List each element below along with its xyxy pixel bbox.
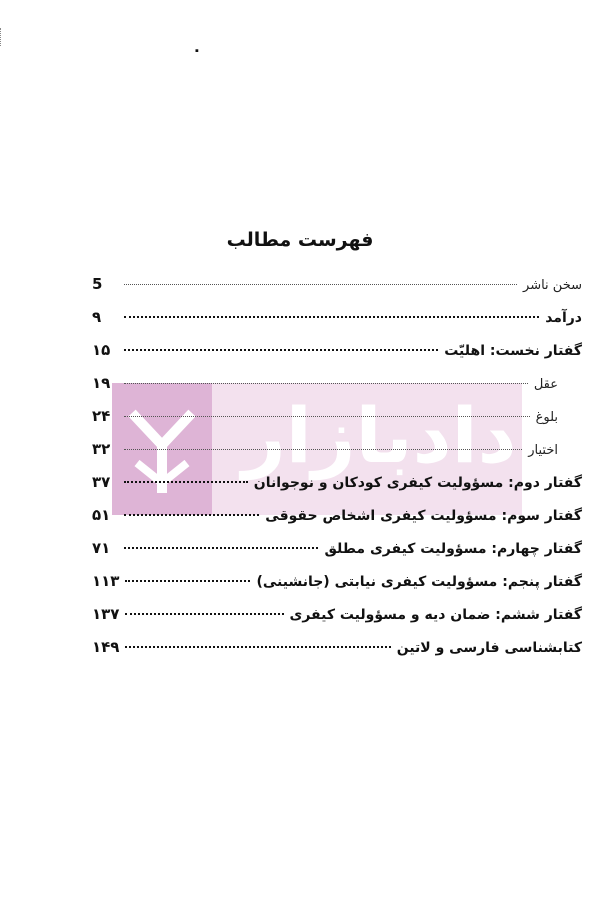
- toc-leader-dots: [124, 383, 528, 384]
- toc-title: فهرست مطالب: [226, 228, 374, 251]
- toc-entry[interactable]: [92, 308, 582, 341]
- toc-entry[interactable]: [92, 638, 582, 671]
- toc-entry-page: ۱۹: [92, 374, 111, 392]
- toc-leader-dots: [124, 316, 539, 318]
- toc-entry-label: گفتار نخست: اهلیّت: [444, 343, 582, 359]
- toc-entry[interactable]: [92, 506, 582, 539]
- toc-entry-page: ۱۵: [92, 341, 111, 359]
- toc-leader-dots: [124, 416, 530, 417]
- toc-entry-label: عقل: [533, 377, 558, 392]
- toc-leader-dots: [124, 547, 318, 549]
- page-edge-mark: [0, 28, 4, 46]
- toc-entry-page: ۱۳۷: [92, 605, 120, 623]
- watermark-text: دادبازار: [242, 391, 517, 480]
- toc-entry-label: گفتار پنجم: مسؤولیت کیفری نیابتی (جانشینی): [256, 574, 582, 590]
- toc-entry-page: ۲۴: [92, 407, 111, 425]
- toc-leader-dots: [124, 349, 438, 351]
- toc-leader-dots: [125, 613, 283, 615]
- toc-entry[interactable]: [92, 341, 582, 374]
- toc-leader-dots: [124, 481, 248, 483]
- toc-entry-page: 5: [92, 275, 103, 293]
- toc-subentry[interactable]: [92, 374, 582, 407]
- toc-entry[interactable]: [92, 572, 582, 605]
- toc-leader-dots: [124, 514, 259, 516]
- toc-entry-page: ۷۱: [92, 539, 111, 557]
- toc-entry[interactable]: [92, 275, 582, 308]
- page-number: ۰: [192, 40, 202, 59]
- toc-leader-dots: [124, 284, 517, 285]
- toc-entry-label: گفتار دوم: مسؤولیت کیفری کودکان و نوجوانان: [253, 475, 582, 491]
- toc-subentry[interactable]: [92, 440, 582, 473]
- toc-entry-page: ۱۱۳: [92, 572, 120, 590]
- toc-entry-page: ۵۱: [92, 506, 111, 524]
- toc-entry[interactable]: [92, 473, 582, 506]
- toc-entry-page: ۳۲: [92, 440, 111, 458]
- toc-entry-page: ۹: [92, 308, 102, 326]
- toc-entry[interactable]: [92, 605, 582, 638]
- toc-entry[interactable]: [92, 539, 582, 572]
- toc-entry-label: گفتار سوم: مسؤولیت کیفری اشخاص حقوقی: [265, 508, 582, 524]
- table-of-contents: [92, 275, 582, 671]
- toc-entry-label: اختیار: [528, 443, 558, 458]
- toc-entry-page: ۱۴۹: [92, 638, 120, 656]
- toc-entry-label: بلوغ: [535, 410, 558, 425]
- toc-entry-label: کتابشناسی فارسی و لاتین: [396, 640, 582, 656]
- toc-entry-label: گفتار چهارم: مسؤولیت کیفری مطلق: [324, 541, 582, 557]
- toc-leader-dots: [124, 449, 522, 450]
- toc-entry-label: سخن ناشر: [523, 278, 582, 293]
- toc-leader-dots: [125, 580, 250, 582]
- toc-subentry[interactable]: [92, 407, 582, 440]
- toc-entry-label: درآمد: [545, 310, 582, 326]
- toc-leader-dots: [125, 646, 390, 648]
- toc-entry-page: ۳۷: [92, 473, 111, 491]
- toc-entry-label: گفتار ششم: ضمان دیه و مسؤولیت کیفری: [289, 607, 582, 623]
